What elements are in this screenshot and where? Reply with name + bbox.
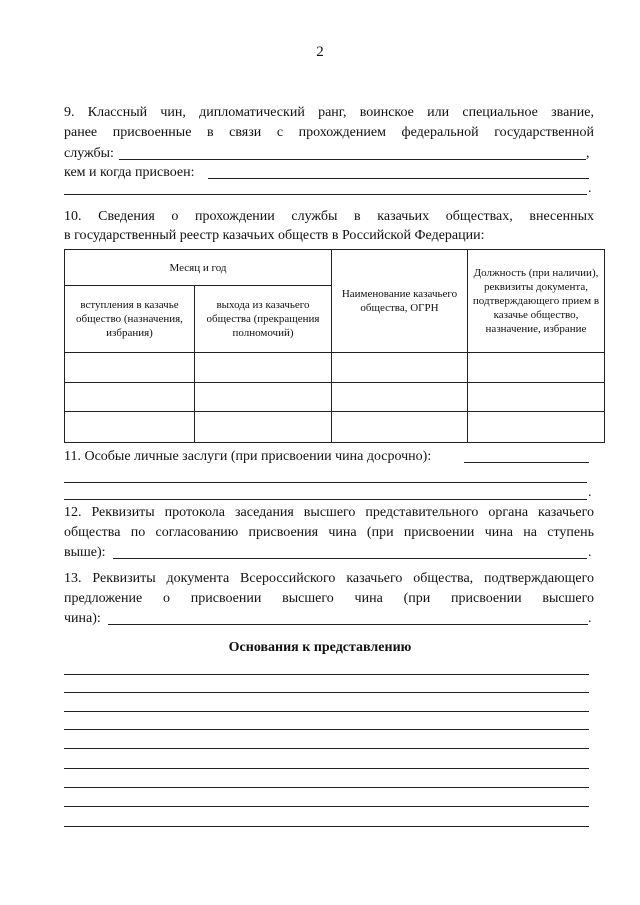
section13-period: . — [588, 611, 592, 626]
section12-line1: 12. Реквизиты протокола заседания высшего представительного органа казачьего — [64, 505, 594, 520]
header-month-year: Месяц и год — [65, 250, 332, 286]
table-cell[interactable] — [332, 383, 468, 412]
section12-period: . — [588, 545, 592, 560]
table-row — [65, 353, 605, 383]
table-cell[interactable] — [195, 353, 332, 383]
table-cell[interactable] — [65, 353, 195, 383]
section9-service-field[interactable] — [119, 159, 586, 160]
table-cell[interactable] — [65, 383, 195, 412]
grounds-line[interactable] — [64, 711, 589, 712]
section13-line1: 13. Реквизиты документа Всероссийского казачьего общества, подтверждающего — [64, 571, 594, 586]
section11-period: . — [588, 485, 592, 500]
grounds-title: Основания к представлению — [228, 640, 412, 655]
header-entry: вступления в казачье общество (назначения, избрания) — [65, 286, 195, 353]
grounds-line[interactable] — [64, 826, 589, 827]
table-cell[interactable] — [332, 353, 468, 383]
grounds-line[interactable] — [64, 748, 589, 749]
section10-line2: в государственный реестр казачьих обществ в Российской Федерации: — [64, 228, 485, 243]
section9-period: . — [588, 181, 592, 196]
table-cell[interactable] — [195, 383, 332, 412]
section9-assigned-label: кем и когда присвоен: — [64, 165, 195, 180]
cossack-service-table — [64, 249, 605, 443]
table-row — [65, 412, 605, 443]
grounds-line[interactable] — [64, 768, 589, 769]
section13-label: чина): — [64, 611, 101, 626]
section13-line2: предложение о присвоении высшего чина (при присвоении высшего — [64, 591, 594, 606]
section11-field-line3[interactable] — [64, 499, 587, 500]
grounds-line[interactable] — [64, 787, 589, 788]
section11-label: 11. Особые личные заслуги (при присвоении чина досрочно): — [64, 449, 432, 464]
grounds-line[interactable] — [64, 674, 589, 675]
table-cell[interactable] — [332, 412, 468, 443]
section11-field-line2[interactable] — [64, 482, 587, 483]
section11-field[interactable] — [464, 462, 589, 463]
table-cell[interactable] — [65, 412, 195, 443]
grounds-line[interactable] — [64, 729, 589, 730]
table-cell[interactable] — [468, 353, 605, 383]
grounds-line[interactable] — [64, 692, 589, 693]
section12-line2: общества по согласованию присвоения чина (при присвоении чина на ступень — [64, 525, 594, 540]
table-cell[interactable] — [195, 412, 332, 443]
section10-line1: 10. Сведения о прохождении службы в казачьих обществах, внесенных — [64, 209, 594, 224]
header-exit: выхода из казачьего общества (прекращения полномочий) — [195, 286, 332, 353]
header-position: Должность (при наличии), реквизиты документа, подтверждающего прием в казачье общество, назначение, избрание — [468, 250, 605, 353]
section9-line1: 9. Классный чин, дипломатический ранг, воинское или специальное звание, — [64, 105, 594, 120]
section9-service-label: службы: — [64, 146, 114, 161]
section12-field[interactable] — [113, 558, 587, 559]
section9-line2: ранее присвоенные в связи с прохождением федеральной государственной — [64, 125, 594, 140]
table-cell[interactable] — [468, 412, 605, 443]
section9-assigned-field[interactable] — [208, 178, 589, 179]
table-row — [65, 383, 605, 412]
section9-assigned-field-cont[interactable] — [64, 194, 587, 195]
page-number: 2 — [316, 44, 324, 60]
section13-field[interactable] — [108, 624, 588, 625]
table-cell[interactable] — [468, 383, 605, 412]
section12-label: выше): — [64, 545, 106, 560]
header-society-name: Наименование казачьего общества, ОГРН — [332, 250, 468, 353]
grounds-line[interactable] — [64, 806, 589, 807]
section9-comma: , — [586, 146, 590, 161]
